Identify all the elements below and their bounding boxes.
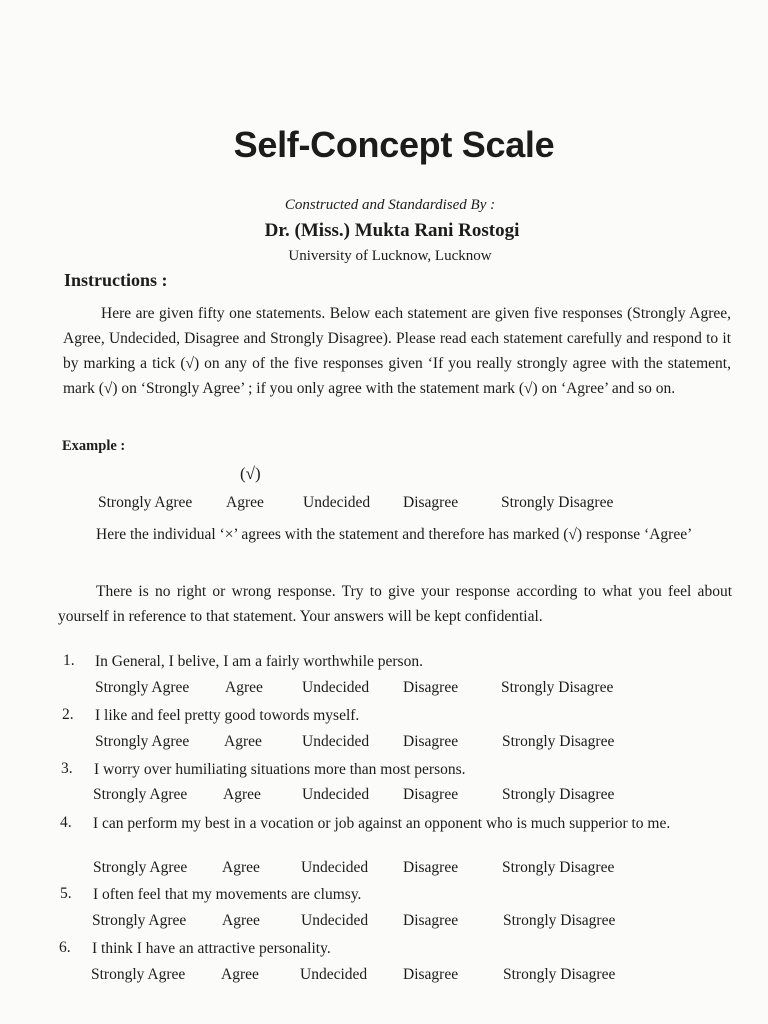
instructions-paragraph: Here are given fifty one statements. Below each statement are given five responses (Strongly Agree, Agree, Undecided, Disagree and Strongly Disagree). Please read each statement carefully and respond to it by marking a tick (√) on any of the five responses given ‘If you really strongly agree with the statement, mark (√) on ‘Strongly Agree’ ; if you only agree with the statement mark (√) on ‘Agree’ and so on. [63, 305, 731, 397]
item-number: 3. [61, 760, 73, 777]
response-disagree[interactable]: Disagree [403, 494, 459, 511]
response-agree[interactable]: Agree [221, 966, 259, 983]
response-disagree[interactable]: Disagree [403, 966, 459, 983]
item-statement: I often feel that my movements are clumsy. [93, 886, 362, 903]
item-number: 6. [59, 939, 71, 956]
response-undecided[interactable]: Undecided [302, 733, 370, 750]
response-disagree[interactable]: Disagree [403, 912, 459, 929]
response-strongly-agree[interactable]: Strongly Agree [93, 786, 188, 803]
response-agree[interactable]: Agree [224, 733, 262, 750]
example-tick-mark: (√) [240, 464, 261, 483]
response-strongly-agree[interactable]: Strongly Agree [95, 733, 190, 750]
confidentiality-note: There is no right or wrong response. Try to give your response according to what you feel about yourself in reference to that statement. Your answers will be kept confidential. [58, 583, 732, 625]
response-agree[interactable]: Agree [223, 786, 261, 803]
item-number: 1. [63, 652, 75, 669]
item-statement: I like and feel pretty good towords myself. [95, 707, 360, 724]
response-disagree[interactable]: Disagree [403, 786, 459, 803]
response-strongly-disagree[interactable]: Strongly Disagree [503, 912, 616, 929]
page-title: Self-Concept Scale [233, 124, 555, 165]
instructions-heading: Instructions : [64, 270, 168, 290]
author-name: Dr. (Miss.) Mukta Rani Rostogi [264, 220, 520, 241]
example-explanation: Here the individual ‘×’ agrees with the statement and therefore has marked (√) response ‘Agree’ [96, 526, 693, 543]
response-strongly-agree[interactable]: Strongly Agree [92, 912, 187, 929]
item-statement: I can perform my best in a vocation or job against an opponent who is much supperior to me. [93, 815, 671, 832]
item-statement: I worry over humiliating situations more than most persons. [94, 761, 466, 778]
response-undecided[interactable]: Undecided [301, 859, 369, 876]
response-undecided[interactable]: Undecided [302, 679, 370, 696]
response-strongly-disagree[interactable]: Strongly Disagree [502, 786, 615, 803]
response-agree[interactable]: Agree [225, 679, 263, 696]
item-statement: I think I have an attractive personality. [92, 940, 331, 957]
response-disagree[interactable]: Disagree [403, 733, 459, 750]
response-strongly-disagree[interactable]: Strongly Disagree [501, 494, 614, 511]
response-undecided[interactable]: Undecided [303, 494, 371, 511]
response-strongly-agree[interactable]: Strongly Agree [95, 679, 190, 696]
response-undecided[interactable]: Undecided [302, 786, 370, 803]
response-undecided[interactable]: Undecided [300, 966, 368, 983]
response-strongly-disagree[interactable]: Strongly Disagree [503, 966, 616, 983]
response-strongly-disagree[interactable]: Strongly Disagree [502, 859, 615, 876]
response-agree[interactable]: Agree [226, 494, 264, 511]
response-agree[interactable]: Agree [222, 912, 260, 929]
item-number: 5. [60, 885, 72, 902]
response-strongly-agree[interactable]: Strongly Agree [93, 859, 188, 876]
constructed-by-line: Constructed and Standardised By : [284, 197, 496, 213]
item-number: 2. [62, 706, 74, 723]
response-strongly-agree[interactable]: Strongly Agree [91, 966, 186, 983]
response-disagree[interactable]: Disagree [403, 679, 459, 696]
response-strongly-agree[interactable]: Strongly Agree [98, 494, 193, 511]
response-strongly-disagree[interactable]: Strongly Disagree [502, 733, 615, 750]
response-strongly-disagree[interactable]: Strongly Disagree [501, 679, 614, 696]
item-number: 4. [60, 814, 72, 831]
response-undecided[interactable]: Undecided [301, 912, 369, 929]
response-agree[interactable]: Agree [222, 859, 260, 876]
response-disagree[interactable]: Disagree [403, 859, 459, 876]
item-statement: In General, I belive, I am a fairly worthwhile person. [95, 653, 423, 670]
university-line: University of Lucknow, Lucknow [288, 248, 492, 264]
example-heading: Example : [62, 438, 126, 454]
